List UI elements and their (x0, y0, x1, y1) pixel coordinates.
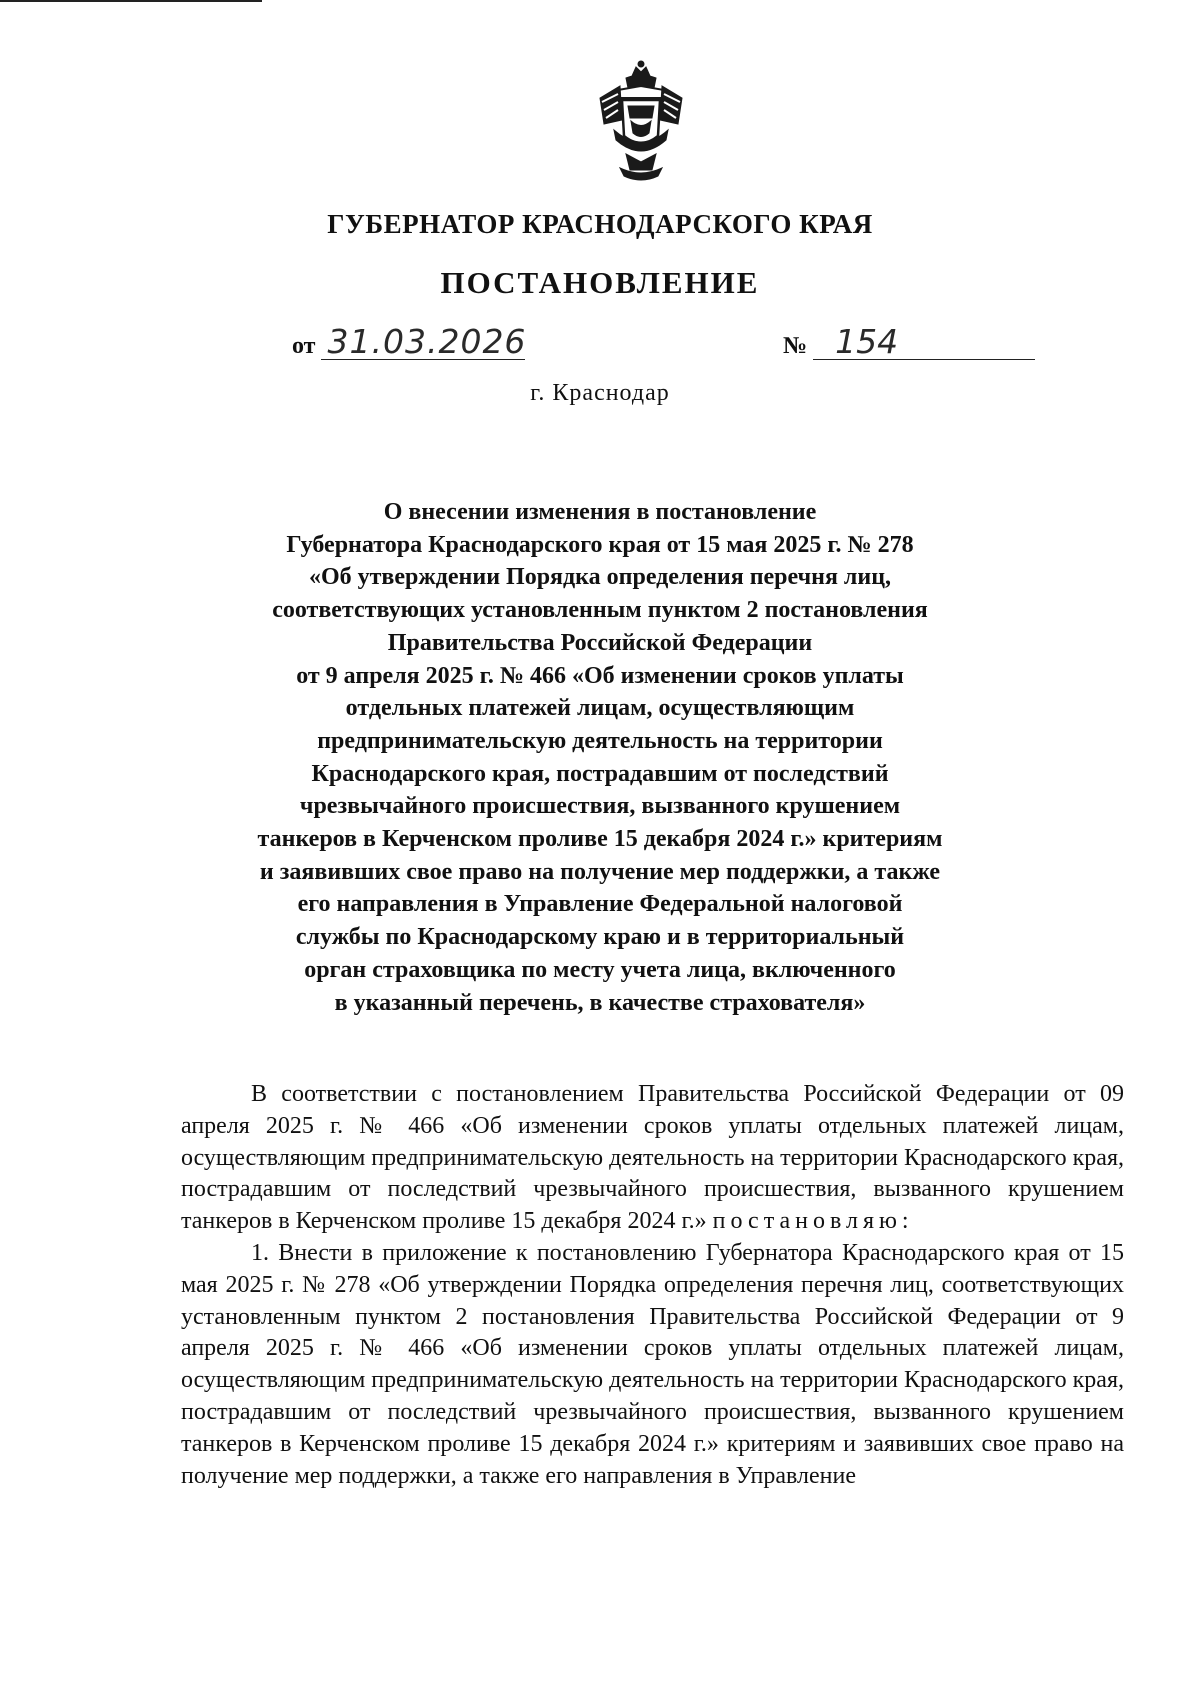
clause-1-paragraph: 1. Внести в приложение к постановлению Губернатора Краснодарского края от 15 мая 2025 г. № 278 «Об утверждении Порядка определения перечня лиц, соответствующих установленным пунктом 2 постановления Правительства Российской Федерации от 9 апреля 2025 г. № 466 «Об изменении сроков уплаты отдельных платежей лицам, осуществляющим предпринимательскую деятельность на территории Краснодарского края, пострадавшим от последствий чрезвычайного происшествия, вызванного крушением танкеров в Керченском проливе 15 декабря 2024 г.» критериям и заявивших свое право на получение мер поддержки, а также его направления в Управление (181, 1239, 1124, 1489)
date-field (292, 322, 527, 361)
document-title (200, 496, 1000, 1019)
document-body (181, 1079, 1124, 1492)
title-line: Правительства Российской Федерации (387, 629, 813, 656)
number-field (783, 322, 1035, 361)
title-line: отдельных платежей лицам, осуществляющим (345, 695, 855, 722)
title-line: О внесении изменения в постановление (383, 499, 817, 525)
city-line: г. Краснодар (530, 380, 670, 406)
title-line: службы по Краснодарскому краю и в территориальный (295, 924, 905, 951)
title-line: «Об утверждении Порядка определения перечня лиц, (308, 564, 892, 591)
title-line: Краснодарского края, пострадавшим от последствий (311, 760, 889, 787)
title-line: танкеров в Керченском проливе 15 декабря 2024 г.» критериям (257, 826, 943, 853)
title-line: предпринимательскую деятельность на территории (317, 727, 883, 754)
title-line: от 9 апреля 2025 г. № 466 «Об изменении сроков уплаты (296, 662, 904, 689)
document-type: ПОСТАНОВЛЕНИЕ (440, 265, 760, 300)
title-line: чрезвычайного происшествия, вызванного крушением (299, 793, 901, 820)
date-prefix: от (292, 333, 316, 359)
number-prefix: № (783, 333, 808, 359)
handwritten-date: 31.03.2026 (321, 325, 525, 360)
decree-word: постановляю: (712, 1208, 914, 1235)
handwritten-number: 154 (813, 325, 1035, 360)
preamble-text: В соответствии с постановлением Правительства Российской Федерации от 09 апреля 2025 г. № 466 «Об изменении сроков уплаты отдельных платежей лицам, осуществляющим предпринимательскую деятельность на территории Краснодарского края, пострадавшим от последствий чрезвычайного происшествия, вызванного крушением танкеров в Керченском проливе 15 декабря 2024 г.» (181, 1081, 1124, 1235)
coat-of-arms-emblem (596, 58, 686, 183)
scan-edge-line (0, 0, 262, 2)
preamble-paragraph (181, 1079, 1124, 1238)
title-line: и заявивших свое право на получение мер поддержки, а также (259, 858, 941, 885)
title-line: в указанный перечень, в качестве страхователя» (334, 989, 866, 1016)
title-line: орган страховщика по месту учета лица, включенного (304, 956, 896, 983)
issuing-authority: ГУБЕРНАТОР КРАСНОДАРСКОГО КРАЯ (327, 209, 873, 239)
title-line: соответствующих установленным пунктом 2 постановления (272, 597, 928, 624)
title-line: его направления в Управление Федеральной налоговой (297, 891, 903, 918)
title-line: Губернатора Краснодарского края от 15 мая 2025 г. № 278 (286, 531, 914, 558)
